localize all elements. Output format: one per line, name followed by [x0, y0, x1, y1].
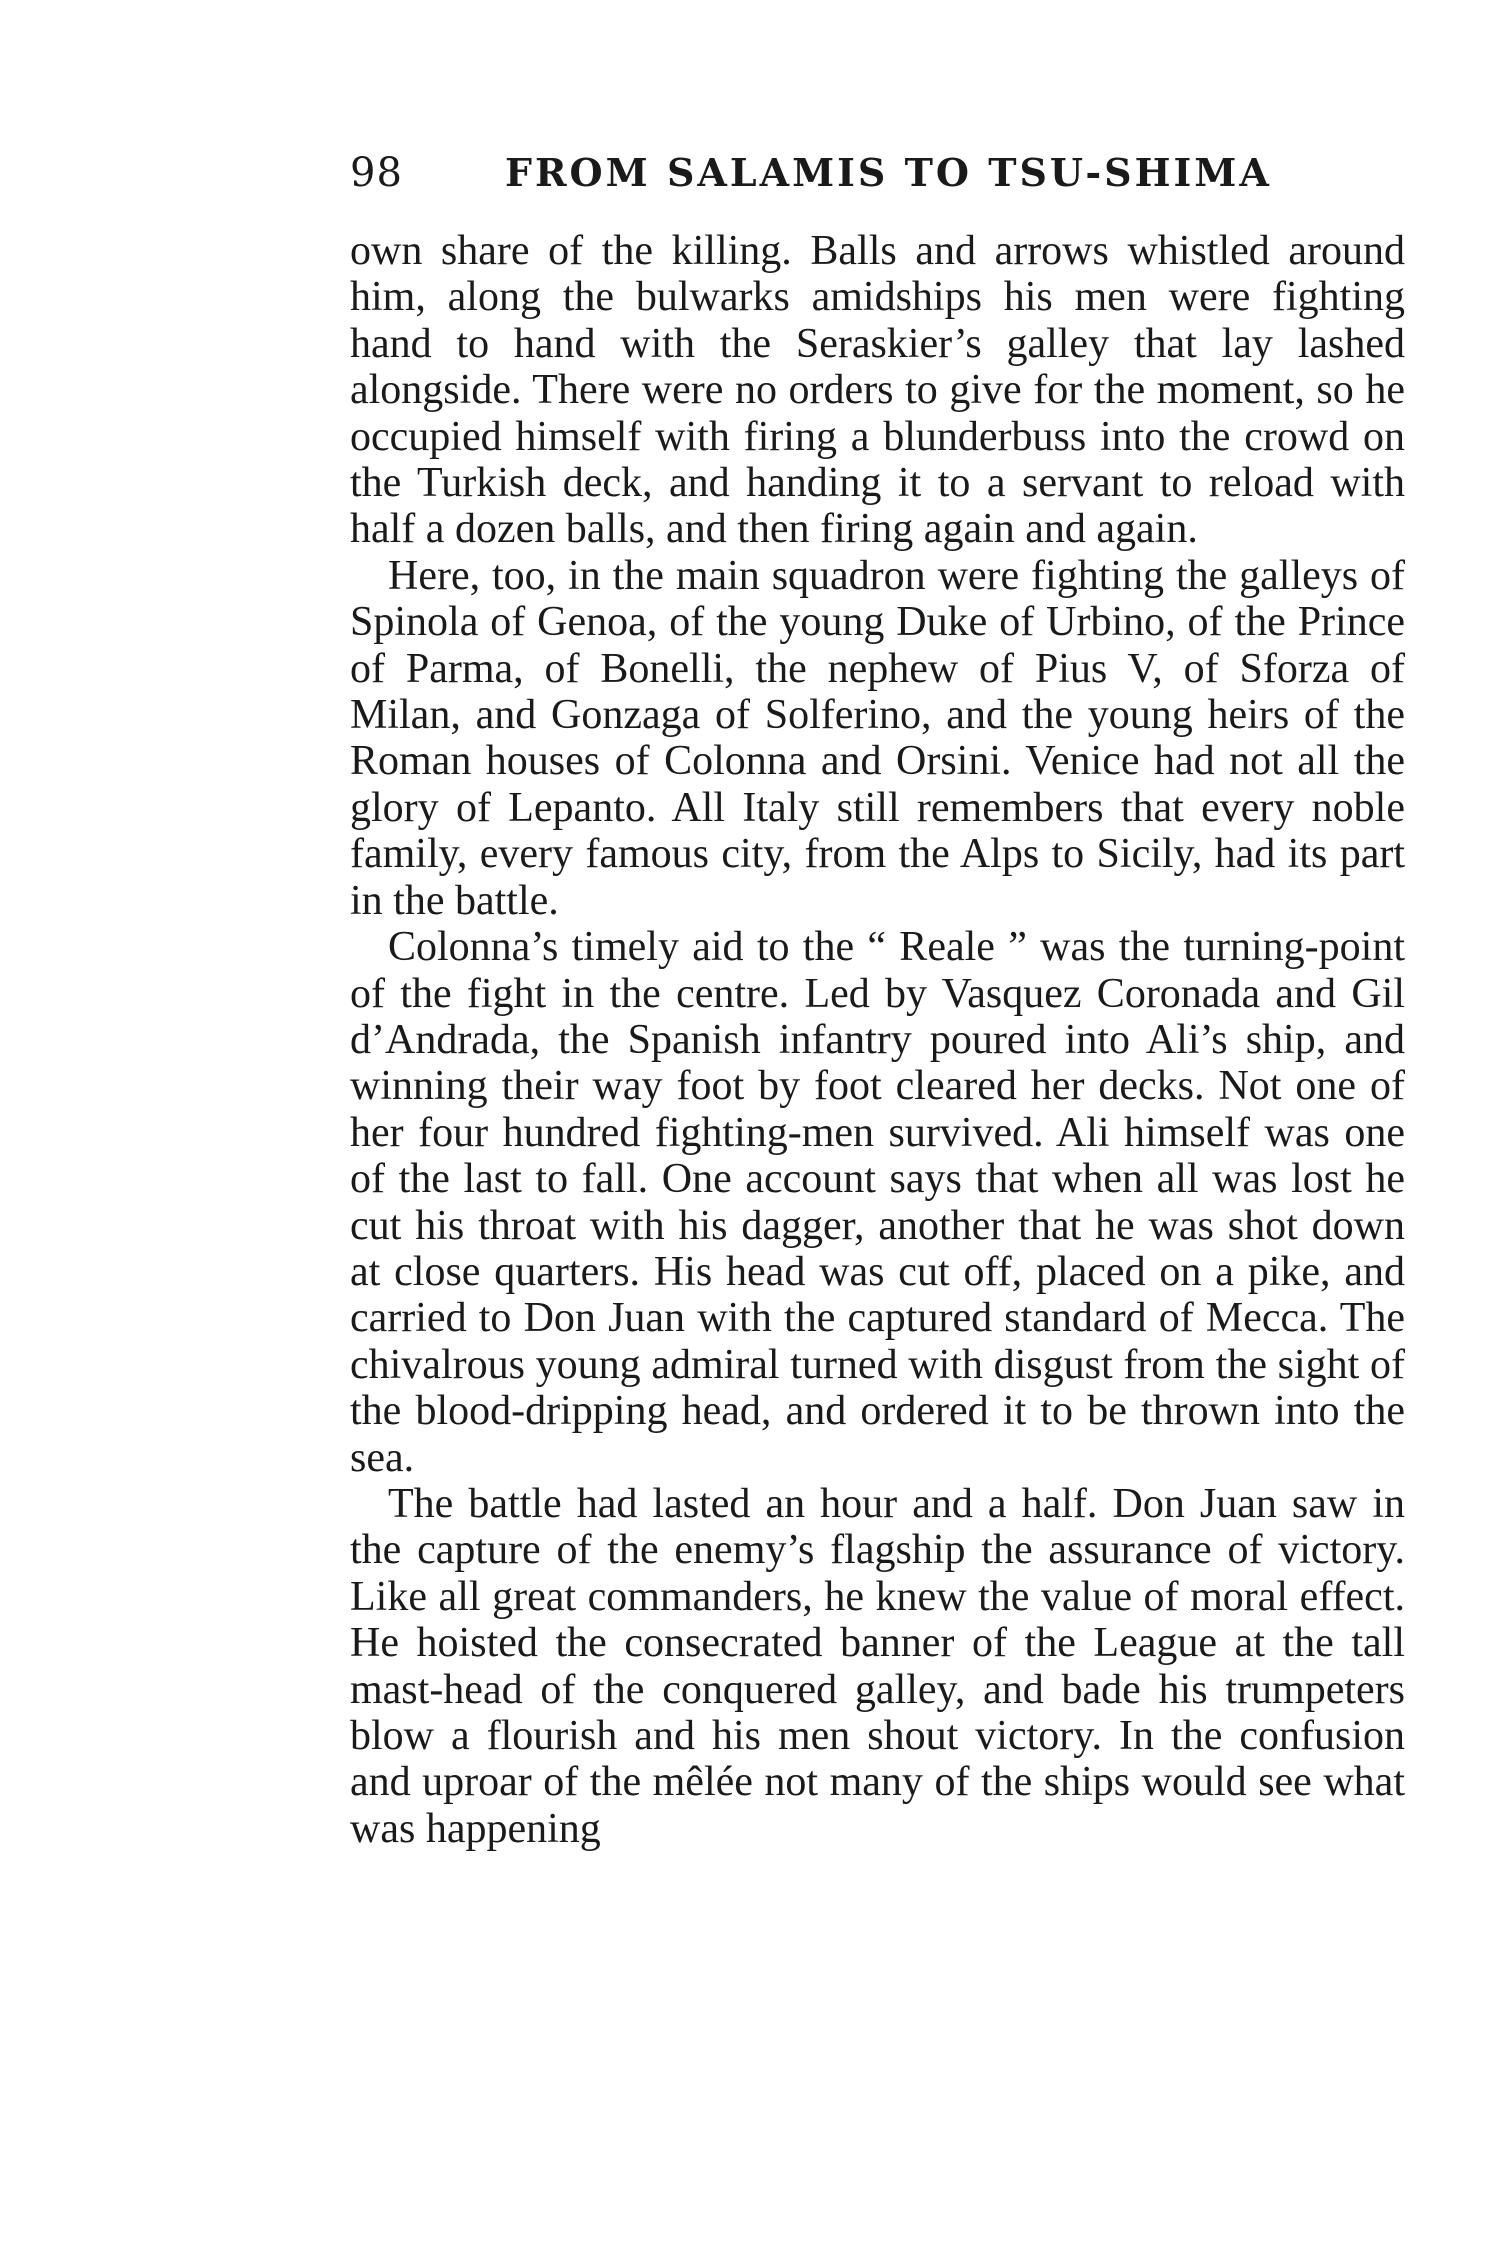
paragraph-1: own share of the killing. Balls and arrows whistled around him, along the bulwarks amidships his men were fighting hand to hand with the Seraskier’s galley that lay lashed alongside. There were no orders to give for the moment, so he occupied himself with firing a blunderbuss into the crowd on the Turkish deck, and handing it to a servant to reload with half a dozen balls, and then firing again and again. [350, 228, 1405, 553]
paragraph-3: Colonna’s timely aid to the “ Reale ” was the turning-point of the fight in the centre. Led by Vasquez Coronada and Gil d’Andrada, the Spanish infantry poured into Ali’s ship, and winning their way foot by foot cleared her decks. Not one of her four hundred fighting-men survived. Ali himself was one of the last to fall. One account says that when all was lost he cut his throat with his dagger, another that he was shot down at close quarters. His head was cut off, placed on a pike, and carried to Don Juan with the captured standard of Mecca. The chivalrous young admiral turned with disgust from the sight of the blood-dripping head, and ordered it to be thrown into the sea. [350, 924, 1405, 1481]
page-number: 98 [350, 150, 403, 196]
body-text [350, 228, 1405, 1852]
running-head: FROM SALAMIS TO TSU-SHIMA [505, 150, 1272, 195]
paragraph-4: The battle had lasted an hour and a half. Don Juan saw in the capture of the enemy’s flagship the assurance of victory. Like all great commanders, he knew the value of moral effect. He hoisted the consecrated banner of the League at the tall mast-head of the conquered galley, and bade his trumpeters blow a flourish and his men shout victory. In the confusion and uproar of the mêlée not many of the ships would see what was happening [350, 1480, 1405, 1852]
page-header [350, 150, 1400, 210]
paragraph-2: Here, too, in the main squadron were fighting the galleys of Spinola of Genoa, of the young Duke of Urbino, of the Prince of Parma, of Bonelli, the nephew of Pius V, of Sforza of Milan, and Gonzaga of Solferino, and the young heirs of the Roman houses of Colonna and Orsini. Venice had not all the glory of Lepanto. All Italy still remembers that every noble family, every famous city, from the Alps to Sicily, had its part in the battle. [350, 552, 1405, 924]
